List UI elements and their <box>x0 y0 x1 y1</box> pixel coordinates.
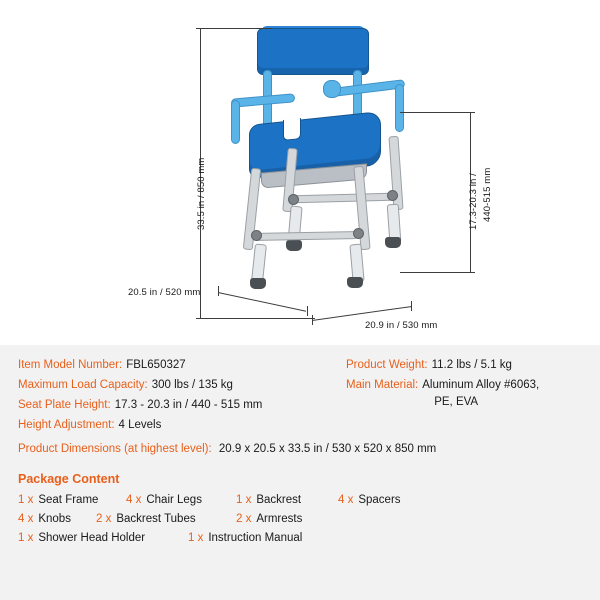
knob-back-right <box>387 190 398 201</box>
package-qty-instruction-manual: 1 x <box>188 532 204 544</box>
seat-height-leader-top <box>400 112 470 113</box>
package-content-row-1 <box>18 491 582 510</box>
spec-value-height-adjustment: 4 Levels <box>118 419 162 431</box>
spec-value-main-material: Aluminum Alloy #6063, <box>422 379 540 391</box>
package-name-armrests: Armrests <box>256 513 303 525</box>
package-item-spacers <box>338 491 401 510</box>
crossbar-front <box>255 231 357 241</box>
package-qty-seat-frame: 1 x <box>18 494 34 506</box>
package-name-instruction-manual: Instruction Manual <box>208 532 303 544</box>
seat-height-dimension-label-line2: 440-515 mm <box>482 167 493 222</box>
armrest-left-vertical <box>231 100 240 144</box>
spec-label-height-adjustment: Height Adjustment: <box>18 419 115 431</box>
spec-item-product-dimensions <box>18 441 582 458</box>
package-qty-knobs: 4 x <box>18 513 34 525</box>
package-qty-armrests: 2 x <box>236 513 252 525</box>
package-name-knobs: Knobs <box>38 513 71 525</box>
width-dimension-label: 20.9 in / 530 mm <box>365 320 438 331</box>
specs-column-right <box>346 357 582 437</box>
package-qty-backrest-tubes: 2 x <box>96 513 112 525</box>
shower-chair-drawing <box>205 18 465 318</box>
foot-back-left <box>286 240 302 251</box>
spec-label-product-dimensions: Product Dimensions (at highest level): <box>18 443 212 455</box>
package-qty-chair-legs: 4 x <box>126 494 142 506</box>
spec-item-height-adjustment <box>18 417 338 434</box>
package-content-title: Package Content <box>18 472 120 486</box>
package-name-backrest: Backrest <box>256 494 302 506</box>
specifications-panel <box>0 345 600 600</box>
package-item-backrest <box>236 491 338 510</box>
package-item-armrests <box>236 510 302 529</box>
spec-value-product-weight: 11.2 lbs / 5.1 kg <box>431 359 512 371</box>
crossbar-back <box>291 193 393 204</box>
spec-label-max-load: Maximum Load Capacity: <box>18 379 148 391</box>
package-qty-backrest: 1 x <box>236 494 252 506</box>
armrest-right-vertical <box>395 84 404 132</box>
spec-label-model-number: Item Model Number: <box>18 359 123 371</box>
specs-column-left <box>18 357 338 437</box>
spec-item-model-number <box>18 357 338 374</box>
spec-value-max-load: 300 lbs / 135 kg <box>151 379 233 391</box>
spec-value-seat-height: 17.3 - 20.3 in / 440 - 515 mm <box>114 399 263 411</box>
backrest-pad <box>257 28 369 75</box>
spec-value-model-number: FBL650327 <box>126 359 186 371</box>
knob-front-left <box>251 230 262 241</box>
package-name-seat-frame: Seat Frame <box>38 494 99 506</box>
seat-cutout <box>283 118 301 141</box>
depth-dimension-label: 20.5 in / 520 mm <box>128 287 201 298</box>
depth-tick-left <box>218 286 219 296</box>
spec-value-main-material-line2: PE, EVA <box>434 396 479 408</box>
package-item-shower-head-holder <box>18 529 188 548</box>
spec-label-seat-height: Seat Plate Height: <box>18 399 111 411</box>
package-name-backrest-tubes: Backrest Tubes <box>116 513 196 525</box>
spec-value-product-dimensions: 20.9 x 20.5 x 33.5 in / 530 x 520 x 850 mm <box>218 443 437 455</box>
specs-two-columns <box>18 357 582 437</box>
width-tick-right <box>411 301 412 311</box>
spec-label-main-material: Main Material: <box>346 379 419 391</box>
width-tick-left <box>312 315 313 325</box>
package-qty-shower-head-holder: 1 x <box>18 532 34 544</box>
knob-back-left <box>288 194 299 205</box>
spec-label-product-weight: Product Weight: <box>346 359 428 371</box>
leg-extension-front-left <box>251 243 267 282</box>
knob-front-right <box>353 228 364 239</box>
spec-item-product-weight <box>346 357 582 374</box>
package-name-shower-head-holder: Shower Head Holder <box>38 532 146 544</box>
package-name-chair-legs: Chair Legs <box>146 494 202 506</box>
package-qty-spacers: 4 x <box>338 494 354 506</box>
armrest-right-joint <box>323 80 341 98</box>
spec-item-max-load <box>18 377 338 394</box>
package-item-seat-frame <box>18 491 126 510</box>
foot-back-right <box>385 237 401 248</box>
foot-front-left <box>250 278 266 289</box>
foot-front-right <box>347 277 363 288</box>
package-content-row-3 <box>18 529 582 548</box>
seat-height-leader-bottom <box>400 272 470 273</box>
depth-tick-right <box>307 306 308 316</box>
package-item-backrest-tubes <box>96 510 236 529</box>
spec-item-main-material <box>346 377 582 411</box>
height-leader-bottom <box>200 318 315 319</box>
package-content-row-2 <box>18 510 582 529</box>
seat-height-dimension-label-line1: 17.3-20.3 in / <box>468 173 479 230</box>
package-item-chair-legs <box>126 491 236 510</box>
spec-value-main-material-group <box>418 377 539 411</box>
height-leader-top <box>200 28 272 29</box>
package-item-knobs <box>18 510 96 529</box>
package-name-spacers: Spacers <box>358 494 401 506</box>
height-dimension-label: 33.5 in / 850 mm <box>196 157 207 230</box>
package-item-instruction-manual <box>188 529 302 548</box>
spec-item-seat-height <box>18 397 338 414</box>
